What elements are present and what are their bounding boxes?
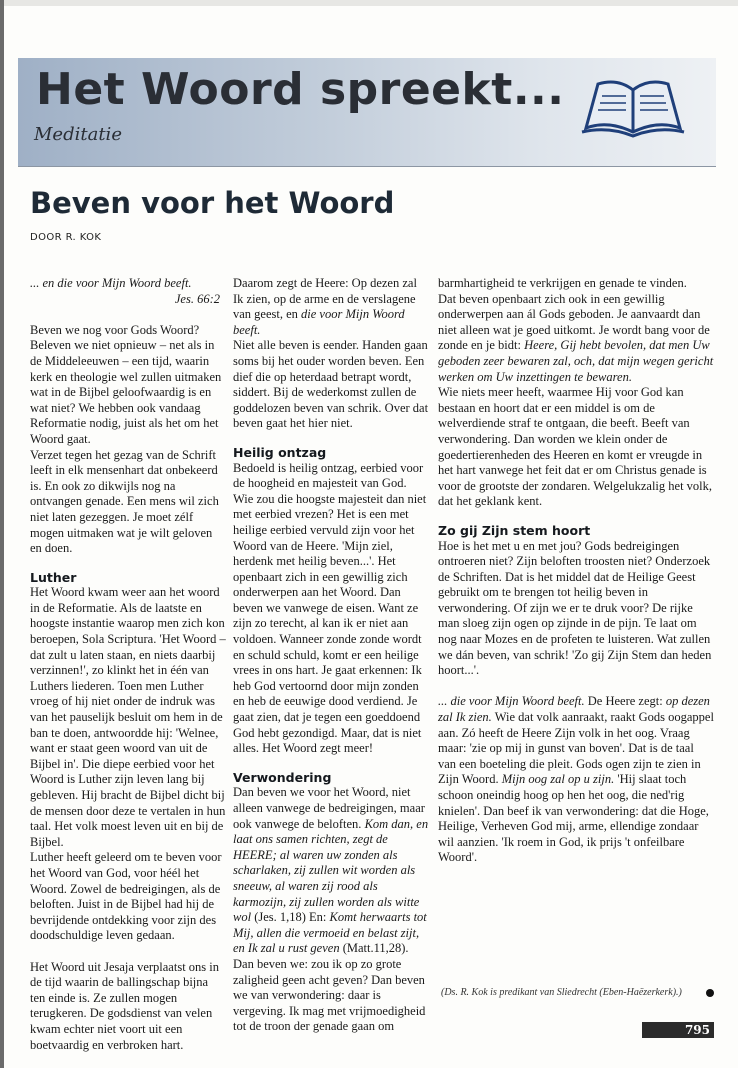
motto-quote: ... en die voor Mijn Woord beeft. bbox=[30, 276, 192, 290]
paragraph: Dan beven we voor het Woord, niet alleen vanwege de bedreigingen, maar ook vanwege de beloften. Kom dan, en laat ons samen richten, zegt de HEERE; al waren uw zonden als scharlaken, zij zullen wit worden als sneeuw, al waren zij rood als karmozijn, zij zullen worden als witte wol (Jes. 1,18) En: Komt herwaarts tot Mij, allen die vermoeid en belast zijt, en Ik zal u rust geven (Matt.11,28). bbox=[233, 785, 429, 956]
paragraph: Wie niets meer heeft, waarmee Hij voor God kan bestaan en hoort dat er een middel is om de welverdiende straf te ontgaan, die beeft. Beeft van verwondering. Dan worden we klein onder de goedertierenheden des Heeren en komt er vreugde in het hart vanwege het feit dat er om Christus genade is voor de grootste der zondaren. Welgelukzalig het volk, dat het geklank kent. bbox=[438, 385, 713, 509]
end-bullet-icon bbox=[706, 989, 714, 997]
section-heading-zo-gij-zijn-stem-hoort: Zo gij Zijn stem hoort bbox=[438, 522, 591, 538]
section-title: Het Woord spreekt... bbox=[36, 64, 565, 115]
paragraph: Niet alle beven is eender. Handen gaan soms bij het ouder worden beven. Een dief die op heterdaad betrapt wordt, siddert. Bij de wederkomst zullen de goddelozen beven van schrik. Over dat beven gaat het hier niet. bbox=[233, 338, 429, 431]
paragraph: Dat beven openbaart zich ook in een gewillig onderwerpen aan ál Gods geboden. Je aanvaardt dan niet alleen wat je goed uitkomt. Je wordt bang voor de zonde en je bidt: Heere, Gij hebt bevolen, dat men Uw geboden zeer bewaren zal, och, dat mijn wegen gericht werken om Uw inzettingen te bewaren. bbox=[438, 291, 714, 384]
article-byline: DOOR R. KOK bbox=[30, 232, 102, 243]
paragraph: Verzet tegen het gezag van de Schrift leeft in elk mensenhart dat onbekeerd is. En ook zo dikwijls nog na ontvangen genade. Een mens wil zich niet laten gezeggen. Je moet zélf mogen uitmaken wat je wilt geloven en doen. bbox=[30, 447, 219, 556]
section-heading-heilig-ontzag: Heilig ontzag bbox=[233, 444, 327, 460]
page-number: 795 bbox=[684, 1023, 710, 1037]
banner-divider bbox=[18, 166, 716, 167]
paragraph: Het Woord uit Jesaja verplaatst ons in de tijd waarin de ballingschap bijna ten einde is. Ze zullen mogen terugkeren. De godsdienst van velen kwam echter niet voort uit een boetvaardig en verbroken hart. bbox=[30, 959, 220, 1052]
paragraph: Daarom zegt de Heere: Op dezen zal Ik zien, op de arme en de verslagene van geest, en die voor Mijn Woord beeft. bbox=[233, 276, 417, 337]
page-binding-edge bbox=[0, 0, 4, 1068]
text-column-1 bbox=[30, 276, 226, 1053]
paragraph: ... die voor Mijn Woord beeft. De Heere zegt: op dezen zal Ik zien. Wie dat volk aanraakt, raakt Gods oogappel aan. Zó heeft de Heere Zijn volk in het oog. Vraag maar: 'zie op mij in gunst van boven'. Dat is de taal van een boeteling die pleit. Gods ogen zijn te zien in Zijn Woord. Mijn oog zal op u zijn. 'Hij slaat toch schoon oneindig hoog op hen het oog, die ned'rig knielen'. Dan beef ik van verwondering: dat die Hoge, Heilige, Verheven God mij, arme, ellendige zondaar wil aanzien. 'Ik roem in God, ik prijs 't onfeilbare Woord'. bbox=[438, 694, 714, 865]
paragraph: Bedoeld is heilig ontzag, eerbied voor de hoogheid en majesteit van God. Wie zou die hoogste majesteit dan niet met eerbied vrezen? Het is een met heilige eerbied vervuld zijn voor het Woord van de Heere. 'Mijn ziel, herdenk met heilig beven...'. Het openbaart zich in een gewillig zich onderwerpen aan het Woord. Dan beven we vanwege de eisen. Want ze zijn zo terecht, al kan ik er niet aan voldoen. Wanneer zonde zonde wordt en schuld schuld, komt er een heilige vrees in ons hart. Je gaat erkennen: Ik heb God vertoornd door mijn zonden en heb de eeuwige dood verdiend. Je gaat zien, dat je tegen een goeddoend God hebt gezondigd. Maar, dat is niet alles. Het Woord zegt meer! bbox=[233, 460, 427, 756]
paragraph: barmhartigheid te verkrijgen en genade te vinden. bbox=[438, 276, 687, 290]
page-top-margin bbox=[0, 0, 738, 6]
paragraph: Hoe is het met u en met jou? Gods bedreigingen ontroeren niet? Zijn beloften troosten niet? Onderzoek de Schriften. Dat is het middel dat de Heilige Geest gebruikt om te brengen tot heilig beven in verwondering. Of zijn we er te druk voor? De rijke man sloeg zijn ogen op zijnde in de pijn. Te laat om nog naar Mozes en de profeten te luisteren. Wat zullen we dán beven, van schrik! 'Zo gij Zijn Stem dan heden hoort...'. bbox=[438, 538, 712, 678]
page-number-bar bbox=[642, 1022, 714, 1038]
paragraph: Dan beven we: zou ik op zo grote zaligheid geen acht geven? Dan beven we van verwondering: daar is vergeving. Ik mag met vrijmoedigheid tot de troon der genade gaan om bbox=[233, 956, 426, 1034]
paragraph: Luther heeft geleerd om te beven voor het Woord van God, voor héél het Woord. Zowel de bedreigingen, als de beloften. Juist in de Bijbel had hij de bevrijdende ontdekking voor zijn des doodschuldige leven gedaan. bbox=[30, 850, 222, 943]
paragraph: Beven we nog voor Gods Woord? Beleven we niet opnieuw – net als in de Middeleeuwen – een tijd, waarin kerk en theologie wel zullen uitmaken wat in de Bijbel geloofwaardig is en wat niet? We hebben ook vandaag Reformatie nodig, juist als het om het Woord gaat. bbox=[30, 322, 222, 446]
section-banner bbox=[18, 58, 716, 166]
article-title: Beven voor het Woord bbox=[30, 186, 395, 220]
section-heading-verwondering: Verwondering bbox=[233, 769, 332, 785]
author-footnote: (Ds. R. Kok is predikant van Sliedrecht (Eben-Haëzerkerk).) bbox=[441, 987, 682, 998]
section-subtitle: Meditatie bbox=[34, 124, 122, 145]
text-column-2 bbox=[233, 276, 429, 1035]
open-book-icon bbox=[578, 70, 688, 140]
section-heading-luther: Luther bbox=[30, 569, 77, 585]
motto-reference: Jes. 66:2 bbox=[174, 291, 220, 306]
paragraph: Het Woord kwam weer aan het woord in de Reformatie. Als de laatste en hoogste instantie waarop men zich kon beroepen, Sola Scriptura. 'Het Woord – dat zult u laten staan, en niets daarbij verzinnen!', zo klinkt het in één van Luthers liederen. Toen men Luther vroeg of hij niet onder de indruk was van het pauselijk besluit om hem in de ban te doen, antwoordde hij: 'Welnee, want er staat geen woord van uit de Bijbel in'. Die diepe eerbied voor het Woord is Luther zijn leven lang bij gebleven. Hij bracht de Bijbel dicht bij de mensen door deze te vertalen in hun taal. Het volk moest leven uit en bij de Bijbel. bbox=[30, 585, 226, 849]
text-column-3 bbox=[438, 276, 714, 866]
